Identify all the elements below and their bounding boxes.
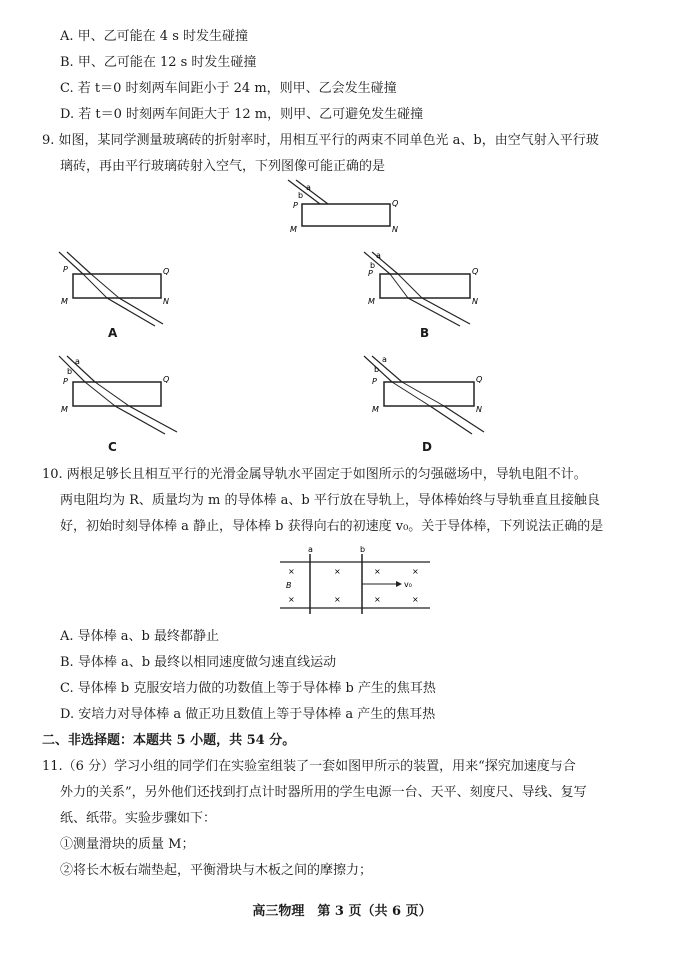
q11-stem-line2: 外力的关系”，另外他们还找到打点计时器所用的学生电源一台、天平、刻度尺、导线、复写: [60, 785, 587, 800]
svg-text:b: b: [370, 261, 376, 270]
svg-text:M: M: [61, 297, 68, 306]
q10-option-a: A. 导体棒 a、b 最终都静止: [60, 629, 219, 644]
svg-text:b: b: [67, 367, 73, 376]
svg-text:P: P: [368, 269, 373, 278]
q9-figure-c: [55, 352, 195, 436]
svg-text:Q: Q: [163, 375, 170, 384]
svg-text:N: N: [476, 405, 482, 414]
q11-stem-line3: 纸、纸带。实验步骤如下：: [60, 811, 217, 826]
svg-text:b: b: [374, 365, 380, 374]
q10-stem-line3: 好，初始时刻导体棒 a 静止，导体棒 b 获得向右的初速度 v₀。关于导体棒，下列说法正确的是: [60, 519, 604, 534]
q10-option-b: B. 导体棒 a、b 最终以相同速度做匀速直线运动: [60, 655, 337, 670]
section-2-heading: 二、非选择题：本题共 5 小题，共 54 分。: [42, 733, 296, 748]
q9-figure-d: [360, 352, 500, 436]
q8-option-c: C. 若 t＝0 时刻两车间距小于 24 m，则甲、乙会发生碰撞: [60, 81, 397, 96]
page-footer: 高三物理 第 3 页（共 6 页）: [252, 904, 432, 919]
q9-option-label-c: C: [108, 440, 117, 454]
label-q: Q: [392, 199, 399, 208]
q9-figure-b: [360, 248, 490, 328]
rod-b-label: b: [360, 545, 366, 554]
svg-text:×: ×: [374, 595, 381, 604]
svg-text:Q: Q: [163, 267, 170, 276]
svg-text:a: a: [376, 251, 381, 260]
svg-text:×: ×: [288, 567, 295, 576]
svg-text:M: M: [368, 297, 375, 306]
q9-option-label-d: D: [422, 440, 432, 454]
q10-option-c: C. 导体棒 b 克服安培力做的功数值上等于导体棒 b 产生的焦耳热: [60, 681, 436, 696]
svg-text:×: ×: [288, 595, 295, 604]
q11-stem-line1: 11.（6 分）学习小组的同学们在实验室组装了一套如图甲所示的装置，用来“探究加速度与合: [42, 759, 576, 774]
svg-text:×: ×: [412, 595, 419, 604]
svg-text:M: M: [61, 405, 68, 414]
svg-text:×: ×: [334, 595, 341, 604]
svg-text:P: P: [372, 377, 377, 386]
q8-option-a: A. 甲、乙可能在 4 s 时发生碰撞: [60, 29, 248, 44]
svg-text:M: M: [372, 405, 379, 414]
q10-stem-line1: 10. 两根足够长且相互平行的光滑金属导轨水平固定于如图所示的匀强磁场中，导轨电阻不计。: [42, 467, 587, 482]
field-label: B: [286, 581, 292, 590]
svg-text:P: P: [63, 265, 68, 274]
svg-text:N: N: [472, 297, 478, 306]
svg-text:×: ×: [412, 567, 419, 576]
q9-main-figure: [280, 178, 410, 238]
svg-text:P: P: [63, 377, 68, 386]
q9-stem-line1: 9. 如图，某同学测量玻璃砖的折射率时，用相互平行的两束不同单色光 a、b，由空气射入平行玻: [42, 133, 599, 148]
label-p: P: [293, 201, 298, 210]
velocity-label: v₀: [404, 580, 412, 589]
q10-stem-line2: 两电阻均为 R、质量均为 m 的导体棒 a、b 平行放在导轨上，导体棒始终与导轨垂直且接触良: [60, 493, 600, 508]
q9-figure-a: [55, 248, 185, 328]
svg-text:×: ×: [374, 567, 381, 576]
q9-stem-line2: 璃砖，再由平行玻璃砖射入空气，下列图像可能正确的是: [60, 159, 386, 174]
q9-option-label-b: B: [420, 326, 430, 340]
svg-text:Q: Q: [472, 267, 479, 276]
label-m: M: [290, 225, 297, 234]
q8-option-d: D. 若 t＝0 时刻两车间距大于 12 m，则甲、乙可避免发生碰撞: [60, 107, 424, 122]
svg-text:×: ×: [334, 567, 341, 576]
q10-rail-figure: [278, 544, 434, 616]
svg-text:a: a: [75, 357, 80, 366]
svg-text:N: N: [163, 297, 169, 306]
svg-text:Q: Q: [476, 375, 483, 384]
label-a: a: [306, 183, 311, 192]
label-n: N: [392, 225, 398, 234]
q9-option-label-a: A: [108, 326, 118, 340]
label-b: b: [298, 191, 304, 200]
q8-option-b: B. 甲、乙可能在 12 s 时发生碰撞: [60, 55, 257, 70]
q10-option-d: D. 安培力对导体棒 a 做正功且数值上等于导体棒 a 产生的焦耳热: [60, 707, 436, 722]
rod-a-label: a: [308, 545, 313, 554]
svg-text:a: a: [382, 355, 387, 364]
q11-step-1: ①测量滑块的质量 M；: [60, 837, 195, 852]
q11-step-2: ②将长木板右端垫起，平衡滑块与木板之间的摩擦力；: [60, 863, 373, 878]
